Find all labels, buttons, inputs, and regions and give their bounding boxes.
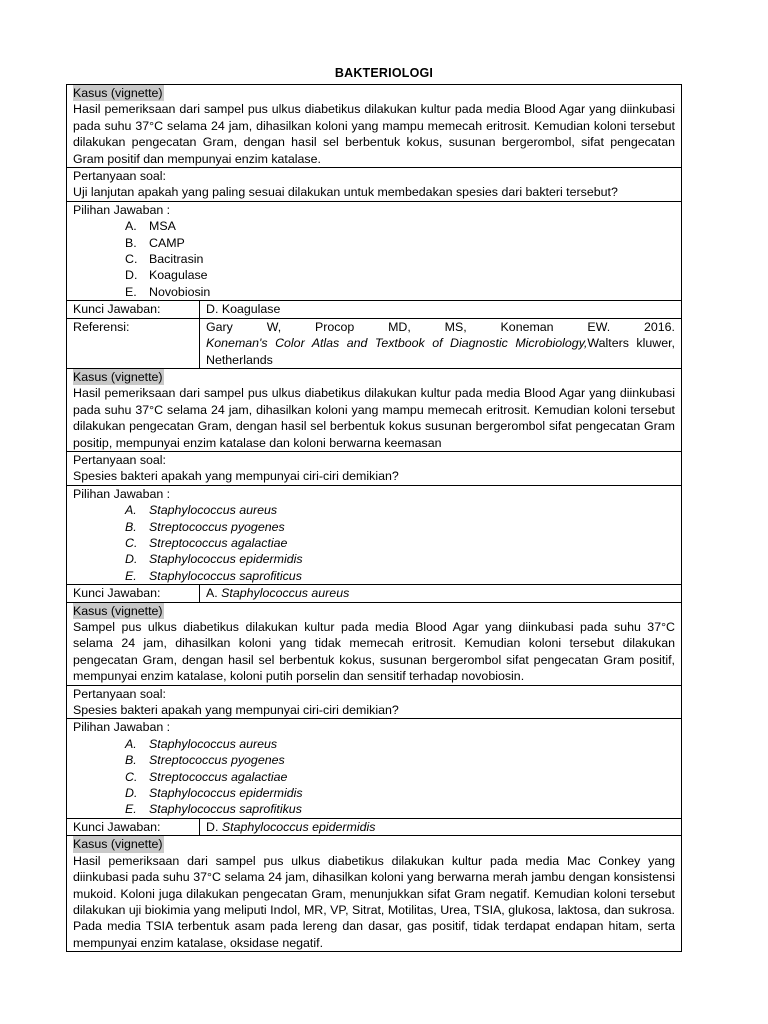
kasus-label: Kasus (vignette) (73, 603, 163, 618)
q3-vignette-row (67, 602, 682, 685)
option-letter: A. (125, 736, 137, 751)
option-text: Staphylococcus epidermidis (149, 786, 303, 801)
q3-options-list (73, 736, 675, 818)
q3-question-row (67, 685, 682, 719)
option-item (125, 568, 675, 584)
option-letter: B. (125, 235, 137, 250)
option-letter: D. (125, 552, 138, 567)
option-letter: A. (125, 503, 137, 518)
option-item (125, 736, 675, 752)
question-table (66, 84, 682, 952)
document-title: BAKTERIOLOGI (334, 66, 434, 80)
pertanyaan-label: Pertanyaan soal: (73, 452, 166, 467)
pilihan-label: Pilihan Jawaban : (73, 202, 171, 217)
option-item (125, 284, 675, 300)
option-text: Bacitrasin (149, 252, 204, 267)
q2-question-text: Spesies bakteri apakah yang mempunyai ciri-ciri demikian? (73, 469, 399, 484)
answer-letter: D. (206, 819, 219, 834)
q4-vignette-row (67, 836, 682, 952)
q1-answer: D. Koagulase (200, 301, 682, 318)
option-item (125, 218, 675, 234)
option-item (125, 535, 675, 551)
q2-vignette-row (67, 368, 682, 451)
q2-vignette-text: Hasil pemeriksaan dari sampel pus ulkus diabetikus dilakukan kultur pada media Blood Agar yang diinkubasi pada suhu 37°C selama 24 jam, dihasilkan koloni yang mampu memecah eritrosit. Kemudian koloni tersebut dilakukan pengecatan Gram, dengan hasil sel berbentuk kokus susunan bergerombol sifat pengecatan Gram positip, mempunyai enzim katalase dan koloni berwarna keemasan (73, 386, 675, 450)
option-text: Streptococcus pyogenes (149, 519, 285, 534)
pertanyaan-label: Pertanyaan soal: (73, 686, 166, 701)
kasus-label: Kasus (vignette) (73, 837, 163, 852)
q2-options-list (73, 502, 675, 584)
referensi-label: Referensi: (67, 318, 200, 368)
option-text: Streptococcus agalactiae (149, 535, 288, 550)
q2-answer (200, 585, 682, 602)
option-letter: B. (125, 519, 137, 534)
option-item (125, 551, 675, 567)
reference-book-title: Koneman's Color Atlas and Textbook of Diagnostic Microbiology, (206, 336, 588, 351)
q1-vignette-text: Hasil pemeriksaan dari sampel pus ulkus diabetikus dilakukan kultur pada media Blood Agar yang diinkubasi pada suhu 37°C selama 24 jam, dihasilkan koloni yang mampu memecah eritrosit. Kemudian koloni tersebut dilakukan pengecatan Gram, dengan hasil sel berbentuk kokus, susunan bergerombol, sifat pengecatan Gram positif dan mempunyai enzim katalase. (73, 102, 675, 166)
kunci-label: Kunci Jawaban: (67, 585, 200, 602)
q4-vignette-text: Hasil pemeriksaan dari sampel pus ulkus diabetikus dilakukan kultur pada media Mac Conkey yang diinkubasi pada suhu 37°C selama 24 jam, dihasilkan koloni yang berwarna merah jambu dengan konsistensi mukoid. Koloni juga dilakukan pengecatan Gram, menunjukkan sifat Gram negatif. Kemudian koloni tersebut dilakukan uji biokimia yang meliputi Indol, MR, VP, Sitrat, Motilitas, Urea, TSIA, glukosa, laktosa, dan sukrosa. Pada media TSIA terbentuk asam pada lereng dan dasar, gas positif, tidak terdapat endapan hitam, serta mempunyai enzim katalase, oksidase negatif. (73, 853, 675, 950)
option-text: Staphylococcus saprofitikus (149, 802, 302, 817)
option-item (125, 267, 675, 283)
option-text: Streptococcus pyogenes (149, 753, 285, 768)
option-item (125, 235, 675, 251)
option-letter: C. (125, 252, 138, 267)
option-item (125, 251, 675, 267)
kasus-label: Kasus (vignette) (73, 369, 163, 384)
reference-authors: Gary W, Procop MD, MS, Koneman EW. 2016. (206, 319, 675, 334)
option-text: Staphylococcus aureus (149, 736, 278, 751)
pertanyaan-label: Pertanyaan soal: (73, 169, 166, 184)
option-letter: B. (125, 753, 137, 768)
q1-vignette-row (67, 85, 682, 168)
q3-answer-row (67, 818, 682, 835)
option-letter: E. (125, 568, 137, 583)
option-letter: C. (125, 769, 138, 784)
q1-question-text: Uji lanjutan apakah yang paling sesuai dilakukan untuk membedakan spesies dari bakteri tersebut? (73, 185, 618, 200)
q2-options-row (67, 485, 682, 584)
q1-question-row (67, 168, 682, 202)
option-text: MSA (149, 219, 176, 234)
option-item (125, 519, 675, 535)
q3-answer (200, 818, 682, 835)
option-item (125, 502, 675, 518)
q2-question-row (67, 451, 682, 485)
q2-answer-row (67, 585, 682, 602)
pilihan-label: Pilihan Jawaban : (73, 486, 171, 501)
reference-publisher: Walters kluwer, Netherlands (206, 336, 675, 367)
kunci-label: Kunci Jawaban: (67, 818, 200, 835)
option-text: Staphylococcus epidermidis (149, 552, 303, 567)
option-text: Streptococcus agalactiae (149, 769, 288, 784)
q1-answer-row (67, 301, 682, 318)
option-item (125, 801, 675, 817)
kunci-label: Kunci Jawaban: (67, 301, 200, 318)
q1-reference-row (67, 318, 682, 368)
option-text: Novobiosin (149, 284, 211, 299)
q3-question-text: Spesies bakteri apakah yang mempunyai ciri-ciri demikian? (73, 703, 399, 718)
q1-reference (200, 318, 682, 368)
option-item (125, 769, 675, 785)
option-letter: A. (125, 219, 137, 234)
kasus-label: Kasus (vignette) (73, 86, 163, 100)
option-letter: E. (125, 802, 137, 817)
option-text: Koagulase (149, 268, 208, 283)
option-item (125, 752, 675, 768)
q3-vignette-text: Sampel pus ulkus diabetikus dilakukan kultur pada media Blood Agar yang diinkubasi pada suhu 37°C selama 24 jam, dihasilkan koloni yang tidak memecah eritrosit. Kemudian koloni tersebut dilakukan pengecatan Gram, dengan hasil sel berbentuk kokus, susunan bergerombol sifat pengecatan Gram positif, mempunyai enzim katalase, koloni putih porselin dan sensitif terhadap novobiosin. (73, 620, 675, 684)
pilihan-label: Pilihan Jawaban : (73, 720, 171, 735)
q3-options-row (67, 719, 682, 818)
option-letter: D. (125, 786, 138, 801)
q1-options-list (73, 218, 675, 300)
answer-text: Staphylococcus aureus (221, 586, 350, 601)
option-text: Staphylococcus saprofiticus (149, 568, 302, 583)
option-letter: E. (125, 284, 137, 299)
option-letter: C. (125, 535, 138, 550)
answer-letter: A. (206, 586, 218, 601)
option-text: CAMP (149, 235, 185, 250)
q1-options-row (67, 201, 682, 300)
option-letter: D. (125, 268, 138, 283)
option-text: Staphylococcus aureus (149, 503, 278, 518)
answer-text: Staphylococcus epidermidis (221, 819, 376, 834)
option-item (125, 785, 675, 801)
